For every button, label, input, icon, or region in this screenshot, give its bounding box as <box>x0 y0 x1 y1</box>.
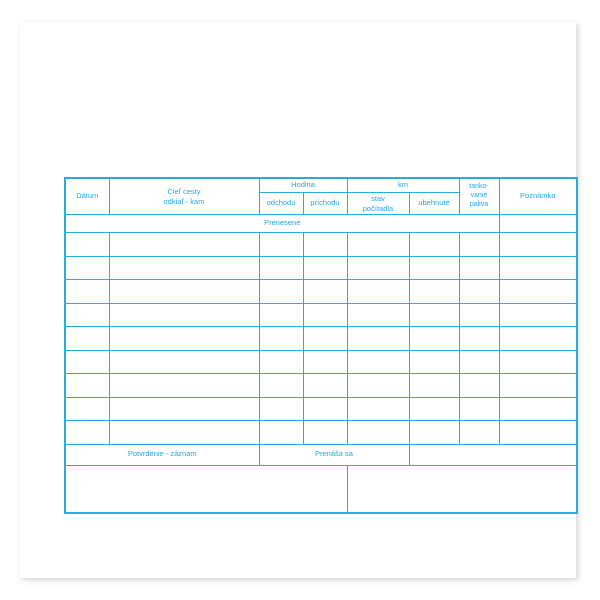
cell-hour-departure[interactable] <box>259 350 303 374</box>
cell-hour-arrival[interactable] <box>303 327 347 351</box>
cell-fuel[interactable] <box>459 327 499 351</box>
header-km-odometer-line2: počítadla <box>362 203 394 213</box>
footer-label-spacer <box>409 444 577 465</box>
cell-hour-arrival[interactable] <box>303 280 347 304</box>
cell-destination[interactable] <box>109 350 259 374</box>
table-row <box>65 303 577 327</box>
logbook-table <box>64 177 578 514</box>
cell-destination[interactable] <box>109 280 259 304</box>
header-fuel-line3: paliva <box>469 200 489 208</box>
cell-date[interactable] <box>65 374 109 398</box>
cell-destination[interactable] <box>109 374 259 398</box>
cell-note[interactable] <box>499 256 577 280</box>
cell-date[interactable] <box>65 256 109 280</box>
carryover-row <box>65 215 577 233</box>
cell-km-driven[interactable] <box>409 327 459 351</box>
cell-note[interactable] <box>499 374 577 398</box>
table-row <box>65 350 577 374</box>
cell-date[interactable] <box>65 397 109 421</box>
cell-km-driven[interactable] <box>409 303 459 327</box>
carryover-label: Prenesené <box>65 215 499 233</box>
cell-km-odometer[interactable] <box>347 256 409 280</box>
cell-km-driven[interactable] <box>409 256 459 280</box>
header-km-odometer <box>347 193 409 215</box>
cell-fuel[interactable] <box>459 350 499 374</box>
cell-date[interactable] <box>65 280 109 304</box>
cell-hour-departure[interactable] <box>259 327 303 351</box>
logbook-form <box>64 177 576 537</box>
cell-km-odometer[interactable] <box>347 303 409 327</box>
header-destination <box>109 178 259 215</box>
cell-note[interactable] <box>499 233 577 257</box>
header-km-group: km <box>347 178 459 193</box>
cell-note[interactable] <box>499 421 577 445</box>
cell-note[interactable] <box>499 350 577 374</box>
cell-fuel[interactable] <box>459 280 499 304</box>
paper-sheet <box>20 22 576 578</box>
cell-note[interactable] <box>499 397 577 421</box>
cell-hour-arrival[interactable] <box>303 374 347 398</box>
cell-km-odometer[interactable] <box>347 280 409 304</box>
cell-km-odometer[interactable] <box>347 374 409 398</box>
cell-date[interactable] <box>65 233 109 257</box>
cell-hour-departure[interactable] <box>259 280 303 304</box>
cell-fuel[interactable] <box>459 397 499 421</box>
table-row <box>65 397 577 421</box>
footer-box-row <box>65 465 577 513</box>
footer-handover-box[interactable] <box>347 465 577 513</box>
cell-destination[interactable] <box>109 233 259 257</box>
cell-fuel[interactable] <box>459 233 499 257</box>
header-fuel-line1: tanko- <box>469 183 489 191</box>
cell-hour-arrival[interactable] <box>303 397 347 421</box>
cell-hour-departure[interactable] <box>259 397 303 421</box>
cell-km-driven[interactable] <box>409 374 459 398</box>
header-hour-departure: odchodu <box>259 193 303 215</box>
footer-handover-label: Prenáša sa <box>259 444 409 465</box>
cell-date[interactable] <box>65 350 109 374</box>
cell-note[interactable] <box>499 327 577 351</box>
cell-km-driven[interactable] <box>409 421 459 445</box>
header-destination-line2: odkiaľ - kam <box>163 196 205 206</box>
cell-fuel[interactable] <box>459 421 499 445</box>
cell-km-odometer[interactable] <box>347 397 409 421</box>
cell-hour-departure[interactable] <box>259 233 303 257</box>
cell-hour-departure[interactable] <box>259 374 303 398</box>
table-row <box>65 280 577 304</box>
cell-destination[interactable] <box>109 303 259 327</box>
header-km-odometer-line1: stav <box>371 194 385 204</box>
header-destination-line1: Cieľ cesty <box>167 187 201 197</box>
header-fuel-line2: vanie <box>470 192 488 200</box>
cell-destination[interactable] <box>109 397 259 421</box>
cell-hour-arrival[interactable] <box>303 350 347 374</box>
cell-fuel[interactable] <box>459 374 499 398</box>
cell-hour-departure[interactable] <box>259 421 303 445</box>
cell-date[interactable] <box>65 303 109 327</box>
cell-fuel[interactable] <box>459 256 499 280</box>
cell-date[interactable] <box>65 327 109 351</box>
cell-km-odometer[interactable] <box>347 327 409 351</box>
cell-km-driven[interactable] <box>409 280 459 304</box>
cell-destination[interactable] <box>109 421 259 445</box>
header-group-row <box>65 178 577 193</box>
footer-label-row <box>65 444 577 465</box>
table-row <box>65 256 577 280</box>
cell-hour-arrival[interactable] <box>303 256 347 280</box>
cell-date[interactable] <box>65 421 109 445</box>
header-fuel <box>459 178 499 215</box>
cell-hour-arrival[interactable] <box>303 233 347 257</box>
cell-km-odometer[interactable] <box>347 421 409 445</box>
cell-hour-departure[interactable] <box>259 303 303 327</box>
cell-note[interactable] <box>499 280 577 304</box>
header-note: Poznámka <box>499 178 577 215</box>
cell-note[interactable] <box>499 303 577 327</box>
footer-confirmation-box[interactable] <box>65 465 347 513</box>
cell-hour-arrival[interactable] <box>303 421 347 445</box>
cell-km-odometer[interactable] <box>347 350 409 374</box>
cell-hour-arrival[interactable] <box>303 303 347 327</box>
header-km-driven: ubehnuté <box>409 193 459 215</box>
cell-destination[interactable] <box>109 256 259 280</box>
table-row <box>65 374 577 398</box>
carryover-note-cell[interactable] <box>499 215 577 233</box>
footer-confirmation-label: Potvrdenie - záznam <box>65 444 259 465</box>
table-row <box>65 233 577 257</box>
cell-fuel[interactable] <box>459 303 499 327</box>
cell-destination[interactable] <box>109 327 259 351</box>
cell-km-driven[interactable] <box>409 397 459 421</box>
header-date: Dátum <box>65 178 109 215</box>
cell-km-driven[interactable] <box>409 233 459 257</box>
table-row <box>65 327 577 351</box>
cell-km-odometer[interactable] <box>347 233 409 257</box>
header-hour-group: Hodina <box>259 178 347 193</box>
table-row <box>65 421 577 445</box>
cell-km-driven[interactable] <box>409 350 459 374</box>
cell-hour-departure[interactable] <box>259 256 303 280</box>
header-hour-arrival: príchodu <box>303 193 347 215</box>
